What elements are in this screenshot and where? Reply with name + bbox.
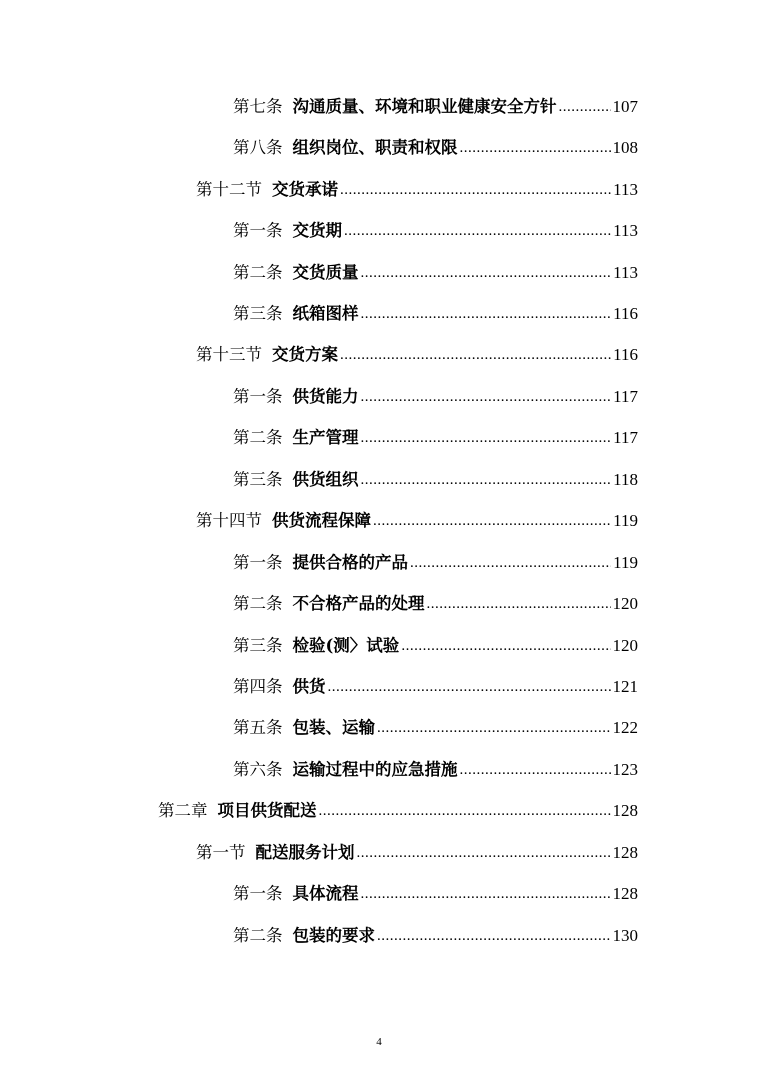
toc-entry[interactable]: [233, 254, 638, 284]
toc-entry[interactable]: [233, 419, 638, 449]
toc-entry[interactable]: [233, 212, 638, 242]
toc-entry-title: 具体流程: [292, 884, 359, 903]
dot-leader: [319, 800, 611, 822]
toc-entry-number: 第四条: [233, 677, 283, 696]
toc-entry-number: 第十三节: [196, 345, 262, 364]
toc-entry-number: 第二条: [233, 428, 283, 447]
toc-entry-number: 第七条: [233, 97, 283, 116]
toc-entry-page: 113: [613, 221, 638, 240]
dot-leader: [361, 303, 612, 325]
dot-leader: [361, 469, 612, 491]
dot-leader: [340, 344, 611, 366]
toc-entry-title: 配送服务计划: [255, 843, 355, 862]
toc-entry-page: 119: [613, 553, 638, 572]
toc-entry-page: 123: [612, 760, 638, 779]
toc-entry-number: 第八条: [233, 138, 283, 157]
toc-entry-page: 116: [613, 345, 638, 364]
toc-entry[interactable]: [233, 295, 638, 325]
toc-entry-title: 提供合格的产品: [292, 553, 408, 572]
page-number: 4: [376, 1036, 382, 1048]
toc-entry-title: 生产管理: [292, 428, 359, 447]
toc-entry-title: 包装的要求: [292, 926, 375, 945]
toc-entry-page: 108: [612, 138, 638, 157]
toc-entry[interactable]: [233, 378, 638, 408]
toc-entry-page: 107: [612, 97, 638, 116]
toc-entry-number: 第一节: [196, 843, 246, 862]
toc-entry-title: 检验(测〉试验: [292, 636, 400, 655]
dot-leader: [361, 883, 611, 905]
toc-entry[interactable]: [196, 502, 638, 532]
toc-entry-number: 第十二节: [196, 180, 262, 199]
toc-entry-number: 第二章: [158, 801, 208, 820]
toc-entry-title: 不合格产品的处理: [292, 594, 425, 613]
toc-entry-title: 运输过程中的应急措施: [292, 760, 458, 779]
dot-leader: [377, 925, 611, 947]
toc-entry-page: 116: [613, 304, 638, 323]
toc-entry[interactable]: [233, 751, 638, 781]
toc-entry[interactable]: [158, 792, 638, 822]
toc-entry-number: 第一条: [233, 553, 283, 572]
toc-entry-title: 供货组织: [292, 470, 359, 489]
toc-entry-page: 120: [612, 636, 638, 655]
toc-entry-title: 供货: [292, 677, 326, 696]
toc-entry-page: 120: [612, 594, 638, 613]
toc-entry-number: 第一条: [233, 884, 283, 903]
dot-leader: [361, 386, 612, 408]
toc-entry[interactable]: [233, 875, 638, 905]
dot-leader: [344, 220, 611, 242]
toc-entry-page: 113: [613, 180, 638, 199]
toc-entry-page: 117: [613, 387, 638, 406]
dot-leader: [357, 842, 611, 864]
toc-entry-number: 第三条: [233, 304, 283, 323]
toc-entry-number: 第二条: [233, 594, 283, 613]
toc-entry-title: 交货方案: [272, 345, 338, 364]
toc-entry-title: 供货能力: [292, 387, 359, 406]
toc-entry[interactable]: [233, 129, 638, 159]
toc-entry-number: 第一条: [233, 387, 283, 406]
toc-entry[interactable]: [233, 668, 638, 698]
toc-entry[interactable]: [196, 171, 638, 201]
dot-leader: [410, 552, 611, 574]
dot-leader: [361, 262, 612, 284]
toc-entry-page: 122: [612, 718, 638, 737]
toc-entry-title: 供货流程保障: [272, 511, 371, 530]
toc-entry-title: 组织岗位、职责和权限: [292, 138, 458, 157]
toc-entry-number: 第三条: [233, 636, 283, 655]
toc-entry[interactable]: [196, 336, 638, 366]
dot-leader: [559, 96, 611, 118]
toc-entry-title: 项目供货配送: [217, 801, 317, 820]
toc-entry-page: 113: [613, 263, 638, 282]
dot-leader: [401, 635, 610, 657]
toc-entry[interactable]: [196, 834, 638, 864]
toc-entry[interactable]: [233, 627, 638, 657]
toc-entry-page: 128: [612, 843, 638, 862]
toc-entry-title: 纸箱图样: [292, 304, 359, 323]
dot-leader: [328, 676, 611, 698]
toc-entry-title: 交货承诺: [272, 180, 338, 199]
toc-entry-page: 119: [613, 511, 638, 530]
toc-entry-page: 128: [612, 801, 638, 820]
toc-entry-page: 128: [612, 884, 638, 903]
toc-entry-title: 包装、运输: [292, 718, 375, 737]
dot-leader: [361, 427, 612, 449]
toc-entry[interactable]: [233, 461, 638, 491]
toc-entry-page: 117: [613, 428, 638, 447]
dot-leader: [340, 179, 611, 201]
dot-leader: [460, 137, 611, 159]
toc-entry[interactable]: [233, 585, 638, 615]
toc-entry-number: 第十四节: [196, 511, 262, 530]
toc-entry[interactable]: [233, 917, 638, 947]
toc-entry-page: 130: [612, 926, 638, 945]
toc-entry-title: 交货质量: [292, 263, 359, 282]
toc-entry[interactable]: [233, 544, 638, 574]
dot-leader: [377, 717, 611, 739]
toc-entry-title: 沟通质量、环境和职业健康安全方针: [292, 97, 557, 116]
toc-entry[interactable]: [233, 709, 638, 739]
toc-entry[interactable]: [233, 88, 638, 118]
dot-leader: [373, 510, 611, 532]
toc-entry-number: 第三条: [233, 470, 283, 489]
toc-entry-number: 第二条: [233, 263, 283, 282]
toc-entry-page: 121: [612, 677, 638, 696]
dot-leader: [427, 593, 611, 615]
toc-entry-page: 118: [613, 470, 638, 489]
toc-entry-number: 第一条: [233, 221, 283, 240]
toc-entry-number: 第二条: [233, 926, 283, 945]
dot-leader: [460, 759, 611, 781]
toc-entry-title: 交货期: [292, 221, 342, 240]
toc-entry-number: 第六条: [233, 760, 283, 779]
toc-entry-number: 第五条: [233, 718, 283, 737]
